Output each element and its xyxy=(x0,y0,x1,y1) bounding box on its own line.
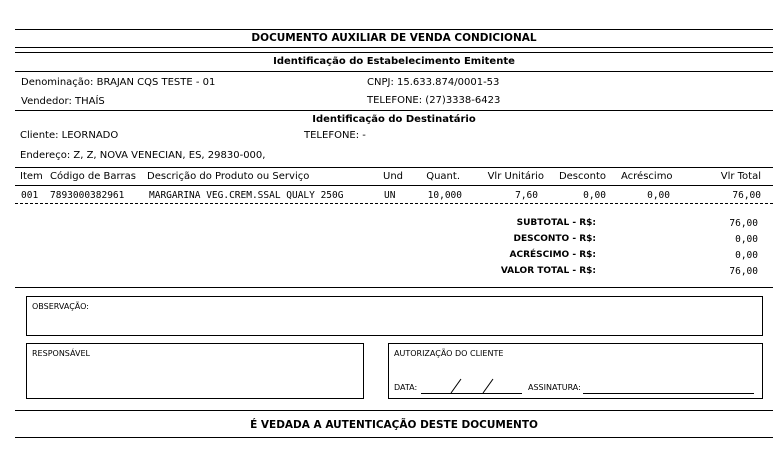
bottom-rule xyxy=(15,437,773,438)
acrescimo-value: 0,00 xyxy=(735,250,758,261)
rule xyxy=(15,71,773,72)
responsavel-label: RESPONSÁVEL xyxy=(32,349,90,358)
rule xyxy=(15,185,773,186)
row-quant: 10,000 xyxy=(427,190,462,201)
row-und: UN xyxy=(384,190,396,201)
autorizacao-label: AUTORIZAÇÃO DO CLIENTE xyxy=(394,349,504,358)
desconto-label: DESCONTO - R$: xyxy=(513,234,596,244)
subtotal-label: SUBTOTAL - R$: xyxy=(516,218,596,228)
emitente-section-title: Identificação do Estabelecimento Emitente xyxy=(273,56,515,67)
destinatario-endereco: Endereço: Z, Z, NOVA VENECIAN, ES, 29830-000, xyxy=(20,150,266,161)
destinatario-telefone: TELEFONE: - xyxy=(304,130,366,141)
observacao-box[interactable] xyxy=(26,296,763,336)
footer-text: É VEDADA A AUTENTICAÇÃO DESTE DOCUMENTO xyxy=(250,419,538,431)
top-rule xyxy=(15,29,773,30)
assinatura-label: ASSINATURA: xyxy=(528,383,581,392)
row-acrescimo: 0,00 xyxy=(647,190,670,201)
valor-total-label: VALOR TOTAL - R$: xyxy=(500,266,596,276)
header-quant: Quant. xyxy=(426,171,460,182)
autorizacao-box xyxy=(388,343,763,399)
row-vlr-unitario: 7,60 xyxy=(515,190,538,201)
data-label: DATA: xyxy=(394,383,418,392)
data-field-line[interactable] xyxy=(421,393,522,394)
header-item: Item xyxy=(20,171,43,182)
destinatario-section-title: Identificação do Destinatário xyxy=(312,114,476,125)
emitente-vendedor: Vendedor: THAÍS xyxy=(21,96,105,107)
observacao-label: OBSERVAÇÃO: xyxy=(32,302,89,311)
document-title: DOCUMENTO AUXILIAR DE VENDA CONDICIONAL xyxy=(251,32,537,44)
header-vlr-total: Vlr Total xyxy=(720,171,761,182)
header-und: Und xyxy=(383,171,404,182)
row-codigo: 7893000382961 xyxy=(50,190,125,201)
date-slashes xyxy=(447,377,507,393)
acrescimo-label: ACRÉSCIMO - R$: xyxy=(509,250,596,260)
header-descricao: Descrição do Produto ou Serviço xyxy=(147,171,310,182)
row-vlr-total: 76,00 xyxy=(732,190,761,201)
rule xyxy=(15,410,773,411)
dashed-rule xyxy=(15,203,773,204)
row-desconto: 0,00 xyxy=(583,190,606,201)
header-desconto: Desconto xyxy=(558,171,606,182)
emitente-telefone: TELEFONE: (27)3338-6423 xyxy=(367,95,501,106)
assinatura-field-line[interactable] xyxy=(583,393,754,394)
destinatario-cliente: Cliente: LEORNADO xyxy=(20,130,119,141)
rule xyxy=(15,287,773,288)
subtotal-value: 76,00 xyxy=(729,218,758,229)
rule xyxy=(15,47,773,48)
valor-total-value: 76,00 xyxy=(729,266,758,277)
emitente-cnpj: CNPJ: 15.633.874/0001-53 xyxy=(367,77,500,88)
rule xyxy=(15,110,773,111)
rule xyxy=(15,167,773,168)
responsavel-box[interactable] xyxy=(26,343,364,399)
desconto-value: 0,00 xyxy=(735,234,758,245)
row-descricao: MARGARINA VEG.CREM.SSAL QUALY 250G xyxy=(149,190,344,201)
header-vlr-unitario: Vlr Unitário xyxy=(487,171,544,182)
row-item: 001 xyxy=(21,190,39,201)
header-codigo: Código de Barras xyxy=(50,171,136,182)
rule xyxy=(15,52,773,53)
header-acrescimo: Acréscimo xyxy=(621,171,673,182)
emitente-denominacao: Denominação: BRAJAN CQS TESTE - 01 xyxy=(21,77,216,88)
